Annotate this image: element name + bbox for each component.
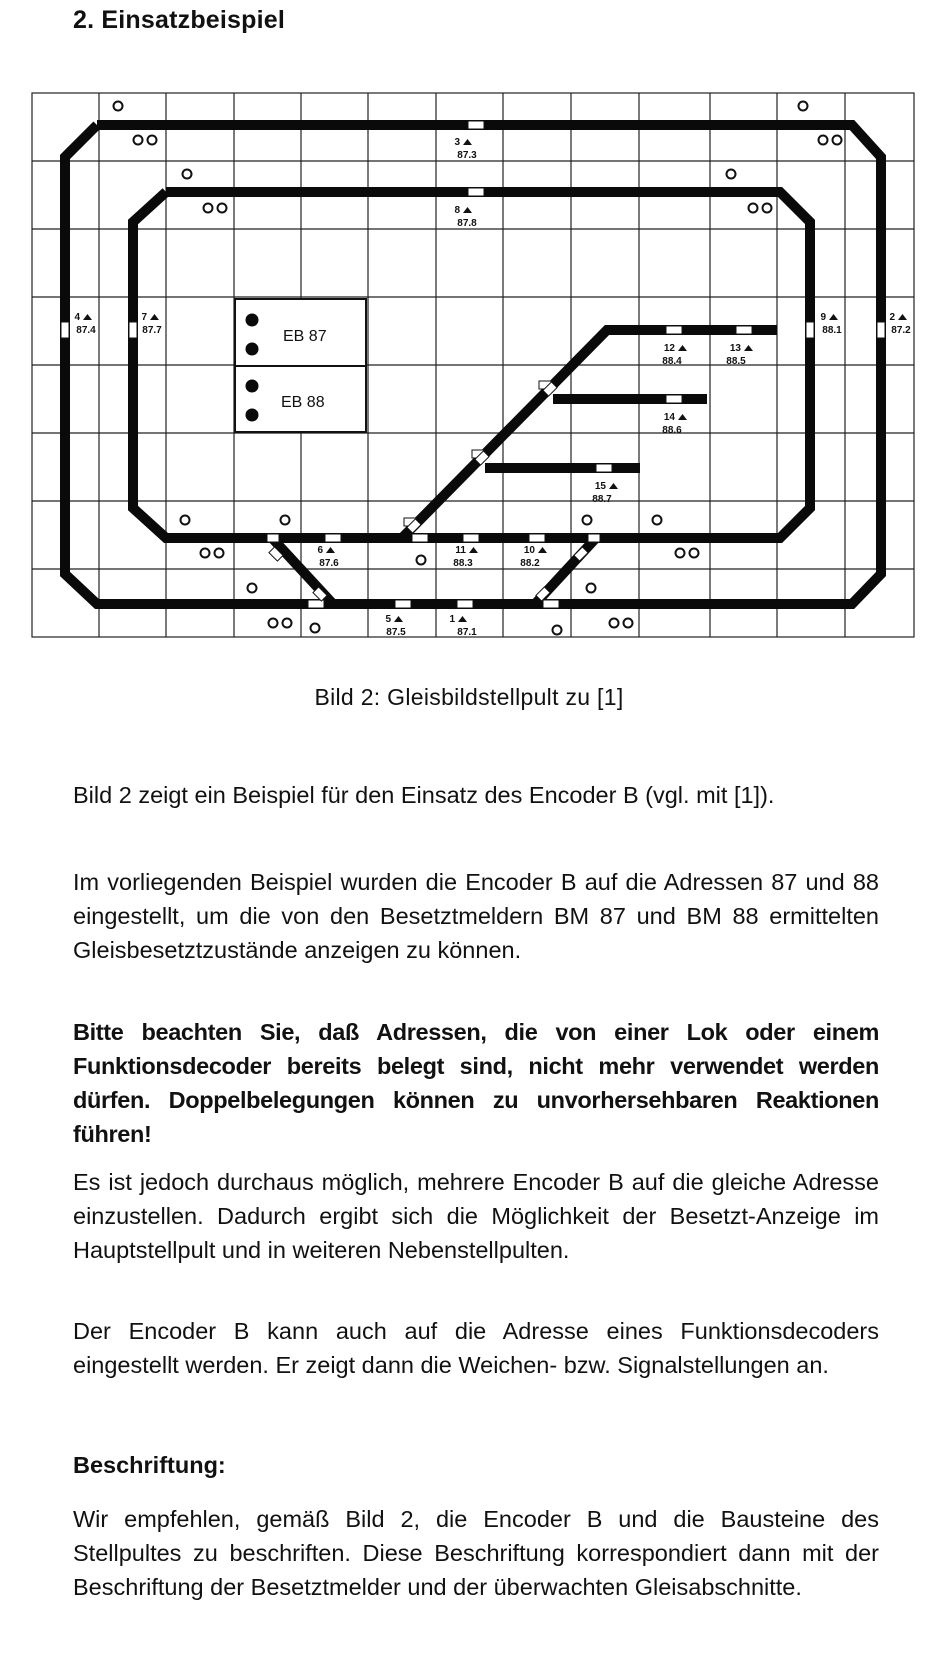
- section-number: 6: [317, 545, 323, 556]
- section-number: 12: [663, 343, 675, 354]
- triangle-icon: [538, 547, 547, 553]
- section-number: 15: [594, 481, 606, 492]
- section-number: 7: [141, 312, 147, 323]
- triangle-icon: [469, 547, 478, 553]
- triangle-icon: [463, 139, 472, 145]
- section-address: 87.7: [142, 325, 162, 336]
- triangle-icon: [326, 547, 335, 553]
- switch-buttons: [114, 102, 842, 635]
- encoder-label: EB 88: [281, 394, 325, 411]
- section-address: 87.6: [319, 558, 339, 569]
- section-address: 88.2: [520, 558, 540, 569]
- section-address: 87.8: [457, 218, 477, 229]
- paragraph-warning: Bitte beachten Sie, daß Adressen, die von einer Lok oder einem Funktionsdecoder bereits belegt sind, nicht mehr verwendet werden dürfen. Doppelbelegungen können zu unvorhersehbaren Reaktionen führen!: [73, 1019, 879, 1147]
- section-number: 9: [820, 312, 826, 323]
- figure-caption: Bild 2: Gleisbildstellpult zu [1]: [314, 684, 624, 710]
- encoder-label: EB 87: [283, 328, 327, 345]
- paragraph-multiple-encoders: Es ist jedoch durchaus möglich, mehrere Encoder B auf die gleiche Adresse einzustellen. Dadurch ergibt sich die Möglichkeit der Besetzt-Anzeige im Hauptstellpult und in weiteren Nebenstellpulten.: [73, 1169, 879, 1263]
- triangle-icon: [83, 314, 92, 320]
- section-address: 88.5: [726, 356, 746, 367]
- grid: [32, 93, 914, 637]
- triangle-icon: [678, 345, 687, 351]
- triangle-icon: [744, 345, 753, 351]
- section-address: 87.2: [891, 325, 911, 336]
- triangle-icon: [898, 314, 907, 320]
- paragraph-example: Im vorliegenden Beispiel wurden die Encoder B auf die Adressen 87 und 88 eingestellt, um die von den Besetztmeldern BM 87 und BM 88 ermittelten Gleisbesetztzustände anzeigen zu können.: [73, 869, 879, 963]
- triangle-icon: [458, 616, 467, 622]
- section-number: 8: [454, 205, 460, 216]
- triangle-icon: [678, 414, 687, 420]
- section-address: 87.3: [457, 150, 477, 161]
- section-address: 88.4: [662, 356, 682, 367]
- section-address: 88.3: [453, 558, 473, 569]
- section-number: 13: [729, 343, 741, 354]
- triangle-icon: [463, 207, 472, 213]
- section-address: 88.1: [822, 325, 842, 336]
- section-number: 10: [523, 545, 535, 556]
- section-address: 88.6: [662, 425, 682, 436]
- section-number: 2: [889, 312, 895, 323]
- triangle-icon: [829, 314, 838, 320]
- section-address: 87.4: [76, 325, 96, 336]
- subheading-labeling: Beschriftung:: [73, 1452, 226, 1478]
- triangle-icon: [394, 616, 403, 622]
- section-number: 4: [74, 312, 80, 323]
- section-number: 5: [385, 614, 391, 625]
- section-heading: 2. Einsatzbeispiel: [73, 6, 286, 34]
- section-number: 14: [663, 412, 675, 423]
- paragraph-labeling: Wir empfehlen, gemäß Bild 2, die Encoder B und die Bausteine des Stellpultes zu beschriften. Diese Beschriftung korrespondiert dann mit der Beschriftung der Besetztmelder und der überwachten Gleisabschnitte.: [73, 1506, 879, 1600]
- paragraph-intro: Bild 2 zeigt ein Beispiel für den Einsatz des Encoder B (vgl. mit [1]).: [73, 782, 775, 808]
- section-number: 11: [455, 545, 466, 556]
- section-address: 87.5: [386, 627, 406, 638]
- section-address: 87.1: [457, 627, 477, 638]
- track-diagram-figure: [30, 92, 916, 640]
- section-address: 88.7: [592, 494, 612, 505]
- section-number: 1: [449, 614, 455, 625]
- paragraph-function-decoder: Der Encoder B kann auch auf die Adresse eines Funktionsdecoders eingestellt werden. Er zeigt dann die Weichen- bzw. Signalstellungen an.: [73, 1318, 879, 1378]
- section-number: 3: [454, 137, 460, 148]
- triangle-icon: [150, 314, 159, 320]
- triangle-icon: [609, 483, 618, 489]
